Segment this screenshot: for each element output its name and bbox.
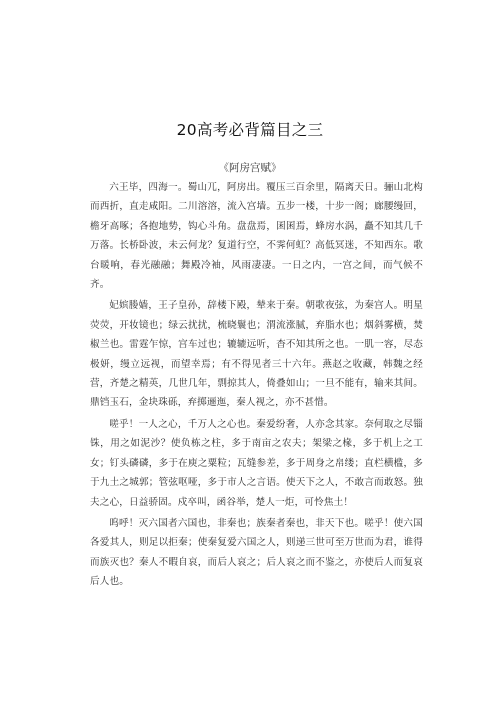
paragraph-1: 六王毕，四海一。蜀山兀，阿房出。覆压三百余里，隔离天日。骊山北构而西折，直走咸阳。二川溶溶，流入宫墙。五步一楼，十步一阁；廊腰缦回，檐牙高啄；各抱地势，钩心斗角。盘盘焉，囷囷焉，蜂房水涡，矗不知其几千万落。长桥卧波，未云何龙？复道行空，不霁何虹？高低冥迷，不知西东。歌台暖响，春光融融；舞殿冷袖，风雨凄凄。一日之内，一宫之间，而气候不齐。 [90,182,423,291]
paragraph-3: 嗟乎！一人之心，千万人之心也。秦爱纷奢，人亦念其家。奈何取之尽锱铢，用之如泥沙？使负栋之柱，多于南亩之农夫；架梁之椽，多于机上之工女；钉头磷磷，多于在庾之粟粒；瓦缝参差，多于周身之帛缕；直栏横槛，多于九土之城郭；管弦呕哑，多于市人之言语。使天下之人，不敢言而敢怒。独夫之心，日益骄固。戍卒叫，函谷举，楚人一炬，可怜焦土！ [90,418,423,508]
paragraph-4: 呜呼！灭六国者六国也，非秦也；族秦者秦也，非天下也。嗟乎！使六国各爱其人，则足以拒秦；使秦复爱六国之人，则递三世可至万世而为君，谁得而族灭也？秦人不暇自哀，而后人哀之；后人哀之而不鉴之，亦使后人而复哀后人也。 [90,517,423,588]
essay-body [90,178,423,592]
paragraph-2: 妃嫔媵嫱，王子皇孙，辞楼下殿，辇来于秦。朝歌夜弦，为秦宫人。明星荧荧，开妆镜也；绿云扰扰，梳晓鬟也；渭流涨腻，弃脂水也；烟斜雾横，焚椒兰也。雷霆乍惊，宫车过也；辘辘远听，杳不知其所之也。一肌一容，尽态极妍，缦立远视，而望幸焉；有不得见者三十六年。燕赵之收藏，韩魏之经营，齐楚之精英，几世几年，剽掠其人，倚叠如山；一旦不能有，输来其间。鼎铛玉石，金块珠砾，弃掷逦迤，秦人视之，亦不甚惜。 [90,300,423,409]
page-title: 20高考必背篇目之三 [176,121,324,139]
essay-subtitle: 《阿房宫赋》 [218,162,282,174]
